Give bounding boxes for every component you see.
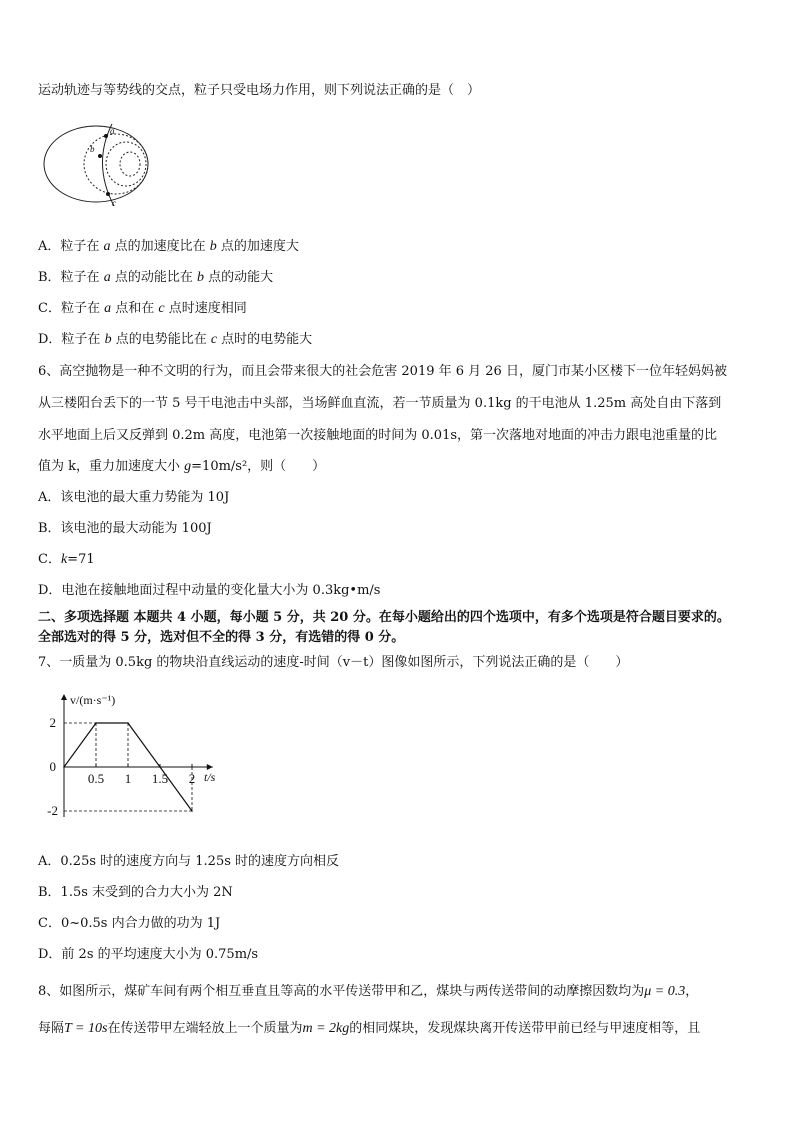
point-c-dot	[106, 192, 110, 196]
q7-option-b: B．1.5s 末受到的合力大小为 2N	[38, 885, 233, 900]
x-tick-label: 1	[124, 771, 132, 786]
data-point	[95, 722, 97, 724]
section-2-header-line-2: 全部选对的得 5 分，选对但不全的得 3 分，有选错的得 0 分。	[38, 630, 405, 645]
q6-option-a: A．该电池的最大重力势能为 10J	[38, 490, 230, 505]
q8-stem-line-2: 每隔T = 10s在传送带甲左端轻放上一个质量为m = 2kg的相同煤块，发现煤块离开传送带甲前已经与甲速度相等，且	[38, 1021, 701, 1036]
question-5-stem-end: 运动轨迹与等势线的交点，粒子只受电场力作用，则下列说法正确的是（ ）	[38, 83, 481, 98]
x-tick-label: 2	[188, 771, 196, 786]
q8-stem-line-1: 8、如图所示，煤矿车间有两个相互垂直且等高的水平传送带甲和乙，煤块与两传送带间的动摩擦因数均为μ = 0.3，	[38, 984, 699, 999]
y-axis-arrow	[61, 694, 67, 700]
data-point	[159, 766, 161, 768]
point-a-label: a	[110, 126, 115, 136]
x-axis-label: t/s	[204, 770, 216, 784]
q6-option-c: C．k=71	[38, 552, 95, 567]
data-point	[191, 810, 193, 812]
middle-equipotential-line	[84, 134, 148, 194]
point-b-label: b	[90, 144, 95, 154]
point-b-dot	[98, 154, 102, 158]
q6-stem-line-4: 值为 k，重力加速度大小 g=10m/s²，则（ ）	[38, 459, 326, 474]
y-tick-label: 2	[49, 715, 56, 730]
velocity-time-chart	[40, 692, 240, 826]
q7-option-d: D．前 2s 的平均速度大小为 0.75m/s	[38, 947, 259, 962]
q5-option-b: B．粒子在 a 点的动能比在 b 点的动能大	[38, 270, 274, 285]
q6-stem-line-2: 从三楼阳台丢下的一节 5 号干电池击中头部，当场鲜血直流，若一节质量为 0.1kg 的干电池从 1.25m 高处自由下落到	[38, 396, 722, 411]
y-axis-label: v/(m·s⁻¹)	[70, 693, 116, 707]
q7-option-a: A．0.25s 时的速度方向与 1.25s 时的速度方向相反	[38, 854, 340, 869]
equipotential-figure	[40, 118, 160, 210]
q6-option-b: B．该电池的最大动能为 100J	[38, 521, 212, 536]
q6-option-d: D．电池在接触地面过程中动量的变化量大小为 0.3kg•m/s	[38, 583, 381, 598]
y-tick-label: 0	[49, 759, 56, 774]
x-tick-label: 0.5	[87, 771, 105, 786]
q6-stem-line-1: 6、高空抛物是一种不文明的行为，而且会带来很大的社会危害 2019 年 6 月 26 日，厦门市某小区楼下一位年轻妈妈被	[38, 364, 727, 379]
q7-option-c: C．0~0.5s 内合力做的功为 1J	[38, 916, 221, 931]
q6-stem-line-3: 水平地面上后又反弹到 0.2m 高度，电池第一次接触地面的时间为 0.01s，第一次落地对地面的冲击力跟电池重量的比	[38, 428, 718, 443]
innermost-equipotential-line	[120, 152, 140, 176]
q5-option-a: A．粒子在 a 点的加速度比在 b 点的加速度大	[38, 239, 299, 254]
x-tick-label: 1.5	[151, 771, 169, 786]
outer-equipotential-line	[44, 126, 148, 202]
section-2-header-line-1: 二、多项选择题 本题共 4 小题，每小题 5 分，共 20 分。在每小题给出的四个选项中，有多个选项是符合题目要求的。	[38, 610, 730, 625]
q5-option-d: D．粒子在 b 点的电势能比在 c 点时的电势能大	[38, 332, 313, 347]
q7-stem: 7、一质量为 0.5kg 的物块沿直线运动的速度-时间（v－t）图像如图所示，下列说法正确的是（ ）	[38, 655, 629, 670]
point-c-label: c	[112, 198, 116, 208]
point-a-dot	[104, 134, 108, 138]
data-point	[127, 722, 129, 724]
data-point	[63, 766, 65, 768]
y-tick-label: -2	[47, 803, 58, 818]
q5-option-c: C．粒子在 a 点和在 c 点时速度相同	[38, 301, 247, 316]
